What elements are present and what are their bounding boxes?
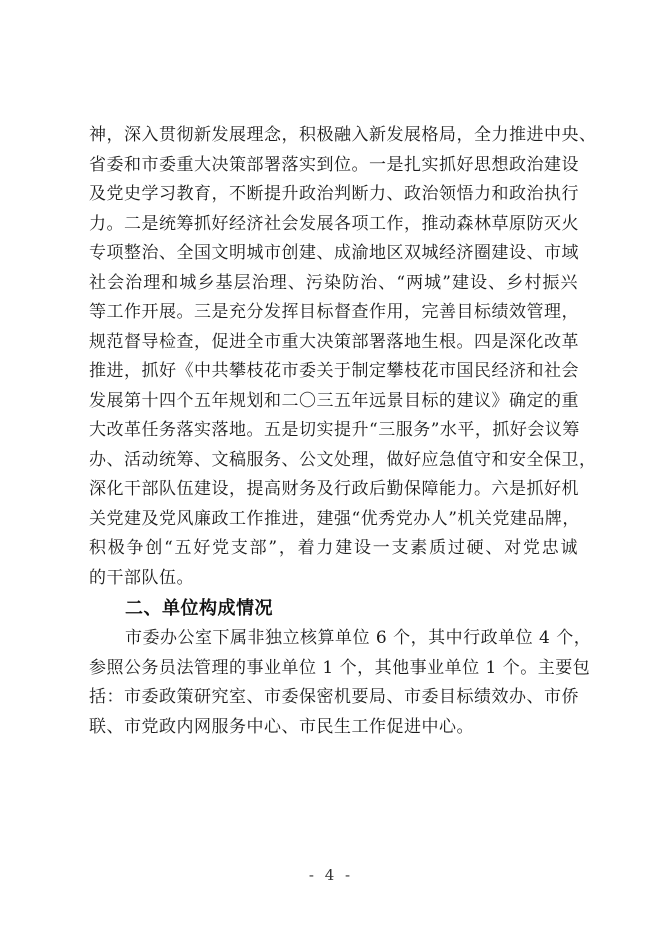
- text-line: 办、活动统筹、文稿服务、公文处理，做好应急值守和安全保卫，: [89, 449, 597, 470]
- text-line: 的干部队伍。: [89, 567, 194, 588]
- text-line: 市委办公室下属非独立核算单位 6 个，其中行政单位 4 个，: [125, 628, 592, 648]
- text-line: 联、市党政内网服务中心、市民生工作促进中心。: [89, 716, 474, 737]
- text-line: 力。二是统筹抓好经济社会发展各项工作，推动森林草原防灭火: [89, 213, 579, 234]
- text-line: 大改革任务落实落地。五是切实提升“三服务”水平，抓好会议筹: [89, 420, 580, 440]
- text-line: 等工作开展。三是充分发挥目标督查作用，完善目标绩效管理，: [89, 302, 579, 322]
- text-line: 关党建及党风廉政工作推进，建强“优秀党办人”机关党建品牌，: [89, 508, 580, 529]
- text-line: 参照公务员法管理的事业单位 1 个，其他事业单位 1 个。主要包: [89, 657, 591, 678]
- text-line: 规范督导检查，促进全市重大决策部署落地生根。四是深化改革: [89, 331, 579, 352]
- paragraph-unit-composition: [89, 624, 592, 742]
- text-line: 括：市委政策研究室、市委保密机要局、市委目标绩效办、市侨: [89, 687, 579, 707]
- text-line: 积极争创“五好党支部”，着力建设一支素质过硬、对党忠诚: [89, 538, 578, 558]
- text-line: 省委和市委重大决策部署落实到位。一是扎实抓好思想政治建设: [89, 154, 579, 175]
- text-line: 社会治理和城乡基层治理、污染防治、“两城”建设、乡村振兴: [89, 272, 578, 293]
- text-line: 发展第十四个五年规划和二〇三五年远景目标的建议》确定的重: [89, 390, 579, 411]
- text-line: 深化干部队伍建设，提高财务及行政后勤保障能力。六是抓好机: [89, 479, 579, 499]
- paragraph-work-tasks: [89, 121, 597, 593]
- text-line: 专项整治、全国文明城市创建、成渝地区双城经济圈建设、市域: [89, 243, 579, 263]
- text-line: 推进，抓好《中共攀枝花市委关于制定攀枝花市国民经济和社会: [89, 361, 579, 381]
- text-line: 及党史学习教育，不断提升政治判断力、政治领悟力和政治执行: [89, 184, 579, 204]
- page-number: - 4 -: [308, 866, 354, 884]
- section-heading-unit-composition: 二、单位构成情况: [125, 598, 273, 619]
- document-body: [89, 121, 597, 742]
- text-line: 神，深入贯彻新发展理念，积极融入新发展格局，全力推进中央、: [89, 125, 597, 145]
